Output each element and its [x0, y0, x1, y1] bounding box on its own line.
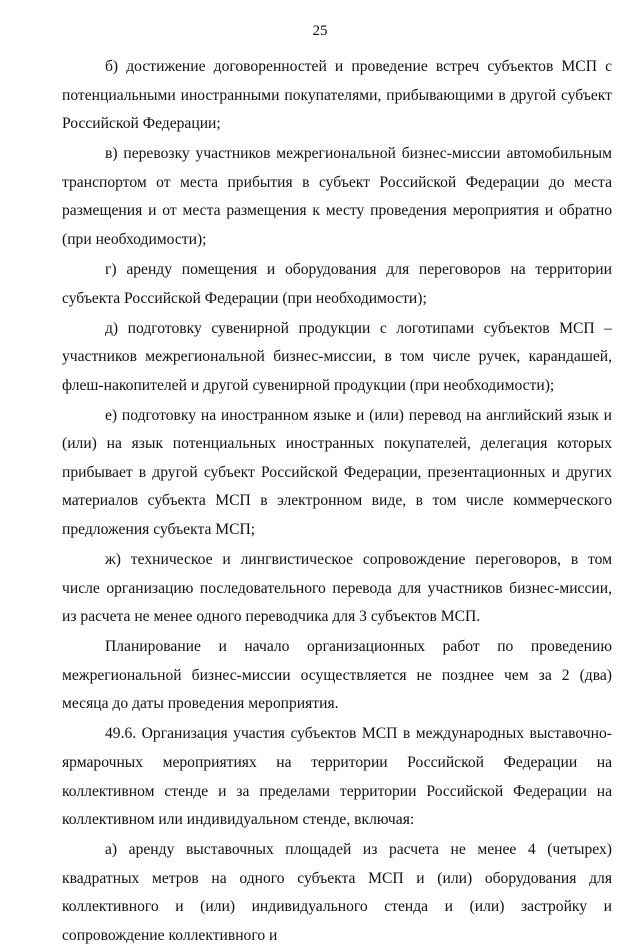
- paragraph-zh: ж) техническое и лингвистическое сопровождение переговоров, в том числе организацию последовательного перевода для участников бизнес-миссии, из расчета не менее одного переводчика для 3 субъектов МСП.: [62, 551, 612, 626]
- paragraph-e: е) подготовку на иностранном языке и (или) перевод на английский язык и (или) на язык потенциальных иностранных покупателей, делегация которых прибывает в другой субъект Российской Федерации, презентационных и других материалов субъекта МСП в электронном виде, в том числе коммерческого предложения субъекта МСП;: [62, 406, 612, 539]
- paragraph-b: б) достижение договоренностей и проведение встреч субъектов МСП с потенциальными иностранными покупателями, прибывающими в другой субъект Российской Федерации;: [62, 58, 612, 133]
- page-number: 25: [312, 23, 328, 39]
- paragraph-v: в) перевозку участников межрегиональной бизнес-миссии автомобильным транспортом от места прибытия в субъект Российской Федерации до места размещения и от места размещения к месту проведения мероприятия и обратно (при необходимости);: [62, 145, 612, 248]
- paragraph-d: д) подготовку сувенирной продукции с логотипами субъектов МСП – участников межрегиональной бизнес-миссии, в том числе ручек, карандашей, флеш-накопителей и другой сувенирной продукции (при необходимости);: [62, 319, 612, 394]
- paragraph-planning: Планирование и начало организационных работ по проведению межрегиональной бизнес-миссии осуществляется не позднее чем за 2 (два) месяца до даты проведения мероприятия.: [62, 638, 612, 713]
- paragraph-g: г) аренду помещения и оборудования для переговоров на территории субъекта Российской Федерации (при необходимости);: [62, 260, 612, 307]
- document-body: [62, 53, 612, 951]
- paragraph-49-6: 49.6. Организация участия субъектов МСП в международных выставочно-ярмарочных мероприятиях на территории Российской Федерации на коллективном стенде и за пределами территории Российской Федерации на коллективном или индивидуальном стенде, включая:: [62, 725, 612, 829]
- paragraph-a: а) аренду выставочных площадей из расчета не менее 4 (четырех) квадратных метров на одного субъекта МСП и (или) оборудования для коллективного и (или) индивидуального стенда и (или) застройку и сопровождение коллективного и: [62, 841, 612, 944]
